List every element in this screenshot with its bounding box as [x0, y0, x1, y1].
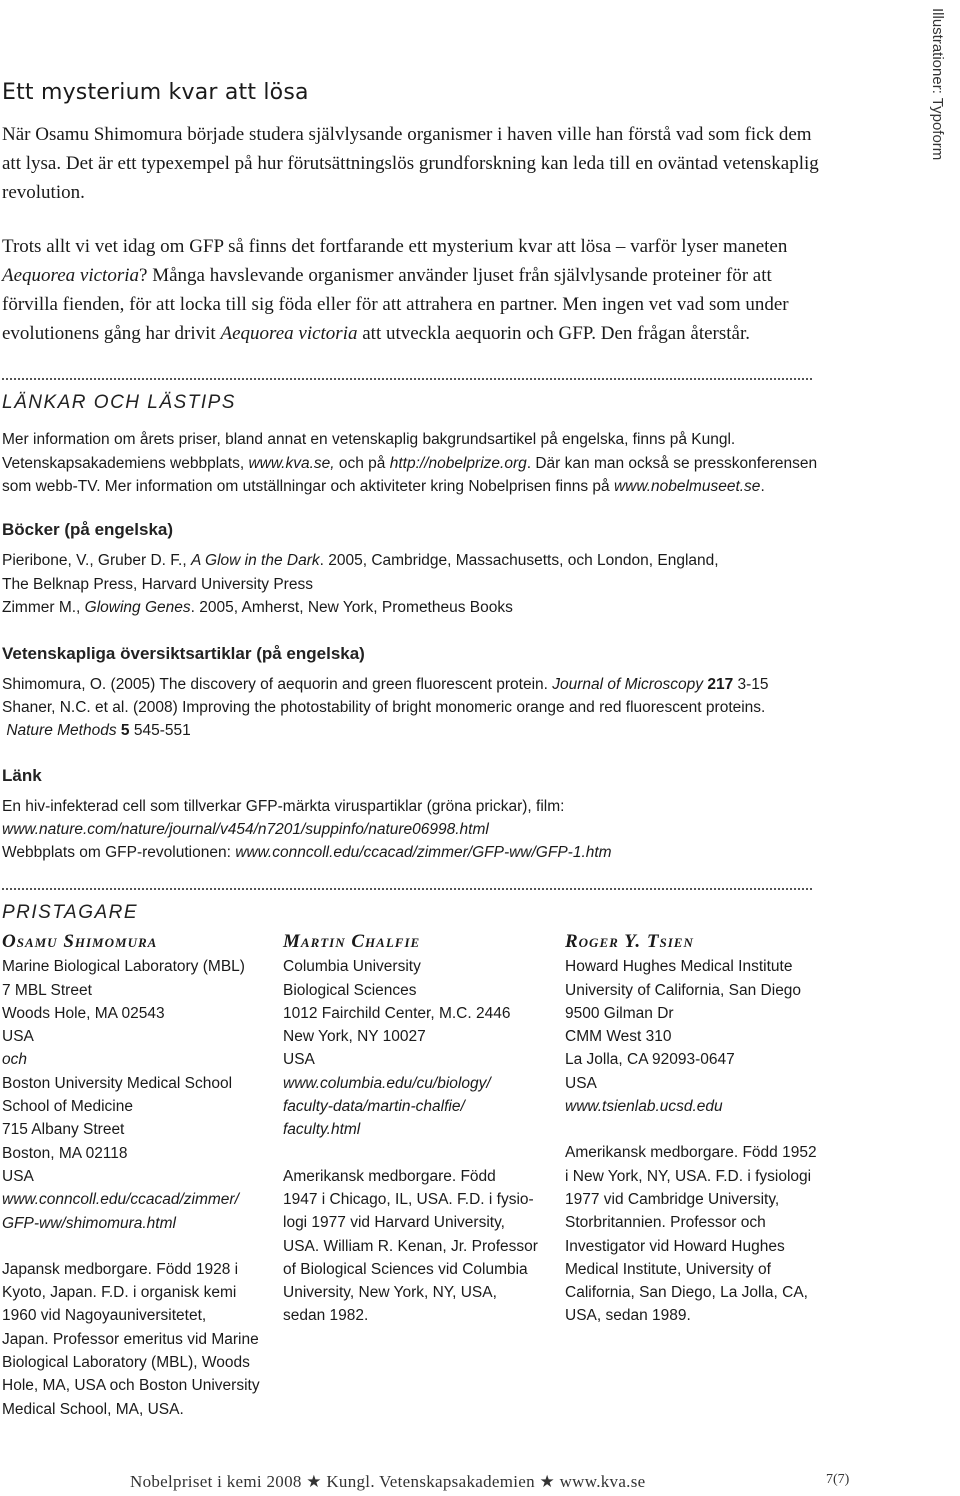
address-line: 7 MBL Street [2, 981, 92, 999]
address-line: 9500 Gilman Dr [565, 1004, 674, 1022]
laureate-url[interactable]: www.conncoll.edu/ccacad/zimmer/ [2, 1191, 239, 1209]
book-entry-continued: The Belknap Press, Harvard University Press [2, 576, 313, 593]
address-line: Boston University Medical School [2, 1074, 233, 1092]
bio-line: USA. William R. Kenan, Jr. Professor [283, 1237, 538, 1255]
book-authors: Zimmer M., [2, 599, 85, 616]
bio-line: Amerikansk medborgare. Född 1952 [565, 1144, 817, 1162]
address-line: Columbia University [283, 958, 421, 976]
bio-line: Kyoto, Japan. F.D. i organisk kemi [2, 1284, 237, 1302]
journal-name: Journal of Microscopy [552, 676, 704, 693]
species-name: Aequorea victoria [220, 323, 358, 344]
laureate-url[interactable]: faculty.html [283, 1121, 361, 1139]
mystery-paragraph [2, 232, 832, 348]
address-line: Marine Biological Laboratory (MBL) [2, 958, 245, 976]
links-intro-text: . Där kan man också se presskonferensen som webb-TV. Mer information om utställningar och aktiviteter kring Nobelprisen finns på [2, 454, 818, 495]
review-entry: Shaner, N.C. et al. (2008) Improving the photostability of bright monomeric orange and red fluorescent proteins. [2, 699, 766, 716]
journal-name: Nature Methods [6, 722, 117, 739]
bio-line: sedan 1982. [283, 1307, 369, 1325]
address-line: 1012 Fairchild Center, M.C. 2446 [283, 1004, 511, 1022]
address-line: Howard Hughes Medical Institute [565, 958, 793, 976]
link-description: En hiv-infekterad cell som tillverkar GFP-märkta viruspartiklar (gröna prickar), film: [2, 798, 565, 815]
book-title: A Glow in the Dark [190, 552, 320, 569]
address-line: 715 Albany Street [2, 1121, 125, 1139]
bio-line: Hole, MA, USA och Boston University [2, 1377, 260, 1395]
bio-line: Japansk medborgare. Född 1928 i [2, 1260, 239, 1278]
review-entry [2, 673, 769, 697]
bio-line: 1960 vid Nagoyauniversitetet, [2, 1307, 207, 1325]
laureates-heading: PRISTAGARE [2, 902, 139, 923]
link-entry [2, 841, 612, 865]
mystery-text-2: ? Många havslevande organismer använder ljuset från självlysande proteiner för att förvilla fienden, för att locka till sig föda eller för att attrahera en partner. Men ingen vet vad som under evolutionens gång har drivit [2, 265, 789, 344]
bio-line: Medical School, MA, USA. [2, 1400, 184, 1418]
laureate-url[interactable]: www.columbia.edu/cu/biology/ [283, 1074, 491, 1092]
bio-line: logi 1977 vid Harvard University, [283, 1214, 505, 1232]
review-entry-continued [2, 719, 191, 743]
nature-link[interactable]: www.nature.com/nature/journal/v454/n7201/suppinfo/nature06998.html [2, 821, 489, 838]
page-number: 7(7) [826, 1472, 850, 1487]
bio-line: Amerikansk medborgare. Född [283, 1167, 496, 1185]
illustration-credit-text: Illustrationer: Typoform [929, 8, 946, 161]
address-line: La Jolla, CA 92093-0647 [565, 1051, 735, 1069]
bio-line: i New York, NY, USA. F.D. i fysiologi [565, 1167, 812, 1185]
address-line: University of California, San Diego [565, 981, 802, 999]
nobelprize-link[interactable]: http://nobelprize.org [389, 454, 527, 472]
address-line: USA [565, 1074, 597, 1092]
books-heading: Böcker (på engelska) [2, 520, 174, 539]
links-intro-text: och på [334, 454, 390, 472]
links-heading: LÄNKAR OCH LÄSTIPS [2, 392, 236, 413]
address-line: School of Medicine [2, 1098, 133, 1116]
bio-line: Biological Laboratory (MBL), Woods [2, 1354, 250, 1372]
links-intro-text: Mer information om årets priser, bland annat en vetenskaplig bakgrundsartikel på engelska, finns på Kungl. Vetenskapsakademiens webbplats, [2, 431, 736, 472]
mystery-text-1: Trots allt vi vet idag om GFP så finns det fortfarande ett mysterium kvar att lösa – varför lyser maneten [2, 236, 788, 257]
bio-line: USA, sedan 1989. [565, 1307, 691, 1325]
laureate-name: Osamu Shimomura [2, 931, 158, 952]
bio-line: University, New York, NY, USA, [283, 1284, 497, 1302]
laureate-url[interactable]: faculty-data/martin-chalfie/ [283, 1098, 465, 1116]
journal-volume: 217 [703, 676, 734, 693]
intro-paragraph: När Osamu Shimomura började studera självlysande organismer i haven ville han förstå vad som fick dem att lysa. Det är ett typexempel på hur förutsättningslös grundforskning kan leda till en oväntad vetenskaplig revolution. [2, 124, 819, 203]
journal-volume: 5 [116, 722, 130, 739]
book-details: . 2005, Cambridge, Massachusetts, och London, England, [319, 552, 719, 569]
section-title: Ett mysterium kvar att lösa [2, 80, 309, 105]
laureate-tsien [565, 930, 845, 1328]
journal-pages: 3-15 [733, 676, 769, 693]
address-line: CMM West 310 [565, 1028, 672, 1046]
bio-line: 1947 i Chicago, IL, USA. F.D. i fysio- [283, 1190, 534, 1208]
book-authors: Pieribone, V., Gruber D. F., [2, 552, 191, 569]
address-line: Boston, MA 02118 [2, 1144, 128, 1162]
journal-pages: 545-551 [129, 722, 191, 739]
species-name: Aequorea victoria [2, 265, 140, 286]
address-line: USA [2, 1028, 34, 1046]
link-heading: Länk [2, 766, 42, 785]
links-intro-text: . [760, 478, 765, 495]
bio-line: California, San Diego, La Jolla, CA, [565, 1284, 808, 1302]
book-entry [2, 596, 513, 620]
laureate-shimomura [2, 930, 272, 1421]
reviews-heading: Vetenskapliga översiktsartiklar (på engelska) [2, 644, 365, 663]
address-line: Woods Hole, MA 02543 [2, 1004, 165, 1022]
address-conjunction: och [2, 1051, 27, 1069]
divider [2, 888, 812, 890]
bio-line: of Biological Sciences vid Columbia [283, 1260, 528, 1278]
bio-line: Investigator vid Howard Hughes [565, 1237, 785, 1255]
laureate-name: Roger Y. Tsien [565, 931, 694, 952]
book-title: Glowing Genes [84, 599, 191, 616]
address-line: Biological Sciences [283, 981, 417, 999]
laureate-name: Martin Chalfie [283, 931, 421, 952]
link-entry [2, 818, 489, 842]
link-label: Webbplats om GFP-revolutionen: [2, 844, 236, 861]
gfp-revolution-link[interactable]: www.conncoll.edu/ccacad/zimmer/GFP-ww/GFP-1.htm [235, 844, 612, 861]
divider [2, 378, 812, 380]
address-line: USA [2, 1167, 34, 1185]
laureate-url[interactable]: GFP-ww/shimomura.html [2, 1214, 176, 1232]
laureate-chalfie [283, 930, 553, 1328]
bio-line: Japan. Professor emeritus vid Marine [2, 1330, 259, 1348]
bio-line: Storbritannien. Professor och [565, 1214, 766, 1232]
nobelmuseet-link[interactable]: www.nobelmuseet.se [613, 478, 761, 495]
mystery-text-3: att utveckla aequorin och GFP. Den frågan återstår. [357, 323, 751, 344]
review-citation: Shimomura, O. (2005) The discovery of aequorin and green fluorescent protein. [2, 676, 553, 693]
kva-link[interactable]: www.kva.se, [248, 454, 335, 472]
page-footer: Nobelpriset i kemi 2008 ★ Kungl. Vetenskapsakademien ★ www.kva.se [130, 1472, 646, 1491]
bio-line: 1977 vid Cambridge University, [565, 1190, 780, 1208]
book-details: . 2005, Amherst, New York, Prometheus Books [190, 599, 513, 616]
address-line: USA [283, 1051, 315, 1069]
links-intro [2, 428, 822, 499]
address-line: New York, NY 10027 [283, 1028, 426, 1046]
bio-line: Medical Institute, University of [565, 1260, 771, 1278]
laureate-url[interactable]: www.tsienlab.ucsd.edu [565, 1098, 723, 1116]
book-entry [2, 549, 719, 573]
